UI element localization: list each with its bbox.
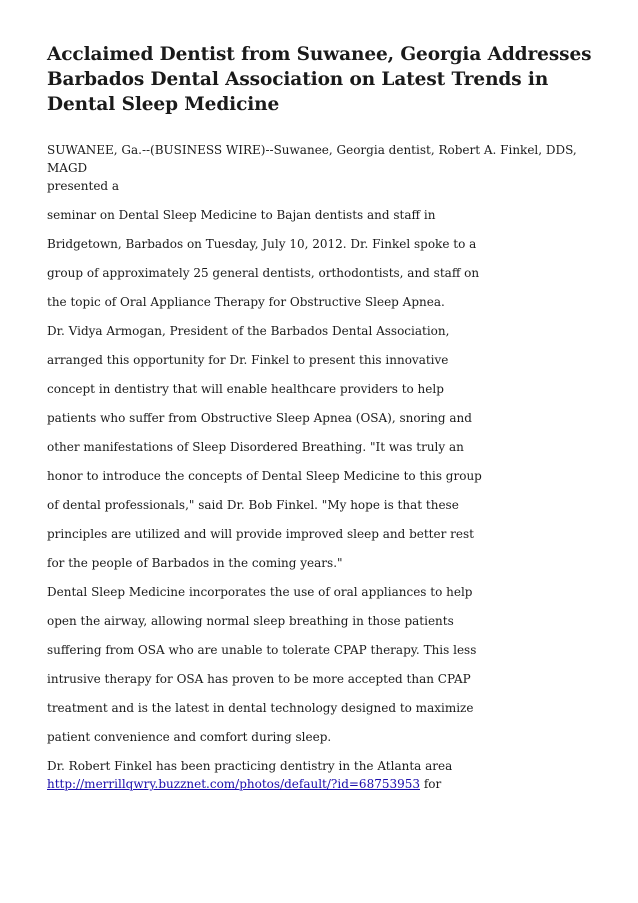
body-line: seminar on Dental Sleep Medicine to Bajan dentists and staff in [47,208,436,222]
body-line: suffering from OSA who are unable to tolerate CPAP therapy. This less [47,643,477,657]
body-line: concept in dentistry that will enable healthcare providers to help [47,382,444,396]
body-line: arranged this opportunity for Dr. Finkel to present this innovative [47,353,449,367]
body-line: group of approximately 25 general dentists, orthodontists, and staff on [47,266,480,280]
body-line: Dental Sleep Medicine incorporates the use of oral appliances to help [47,585,473,599]
source-link[interactable]: http://merrillqwry.buzznet.com/photos/default/?id=68753953 [47,777,421,791]
body-line: patients who suffer from Obstructive Sleep Apnea (OSA), snoring and [47,411,472,425]
dateline-line-2: presented a [47,179,120,193]
body-line: Bridgetown, Barbados on Tuesday, July 10, 2012. Dr. Finkel spoke to a [47,237,477,251]
body-line: honor to introduce the concepts of Dental Sleep Medicine to this group [47,469,482,483]
dateline-line-1: SUWANEE, Ga.--(BUSINESS WIRE)--Suwanee, Georgia dentist, Robert A. Finkel, DDS, MAGD [47,143,577,175]
body-line: treatment and is the latest in dental technology designed to maximize [47,701,474,715]
body-line: patient convenience and comfort during sleep. [47,730,332,744]
body-line: for the people of Barbados in the coming years." [47,556,343,570]
body-line: the topic of Oral Appliance Therapy for Obstructive Sleep Apnea. [47,295,445,309]
dateline-paragraph [47,141,607,195]
body-line: open the airway, allowing normal sleep breathing in those patients [47,614,454,628]
document-page [47,42,607,793]
body-line: Dr. Robert Finkel has been practicing dentistry in the Atlanta area [47,759,453,773]
link-line [47,775,607,793]
article-body [47,206,607,793]
link-trailing-text: for [420,777,442,791]
body-line: other manifestations of Sleep Disordered Breathing. "It was truly an [47,440,464,454]
body-line: of dental professionals," said Dr. Bob Finkel. "My hope is that these [47,498,459,512]
article-title: Acclaimed Dentist from Suwanee, Georgia Addresses Barbados Dental Association on Latest Trends in Dental Sleep Medicine [47,44,592,115]
body-line: Dr. Vidya Armogan, President of the Barbados Dental Association, [47,324,450,338]
body-line: principles are utilized and will provide improved sleep and better rest [47,527,474,541]
body-line: intrusive therapy for OSA has proven to be more accepted than CPAP [47,672,471,686]
